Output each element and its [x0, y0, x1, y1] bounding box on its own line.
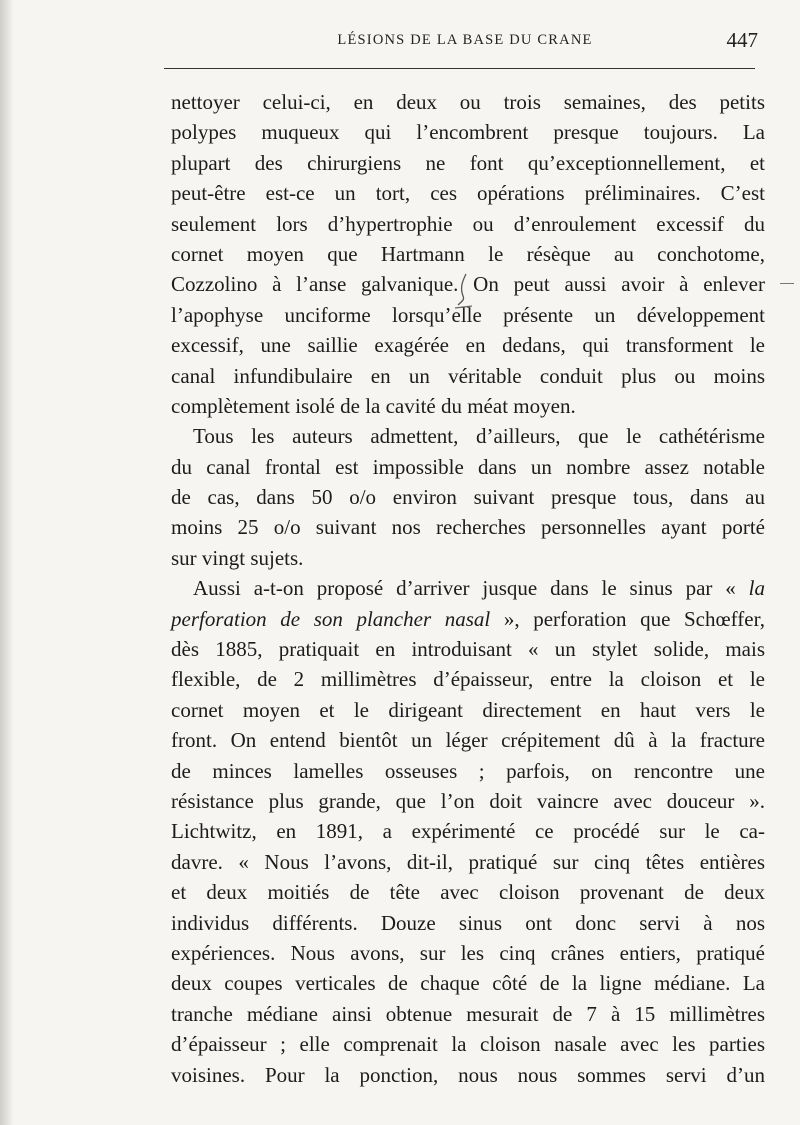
text-line: Tous les auteurs admettent, d’ailleurs, que le cathétérisme — [193, 424, 765, 449]
text-line: complètement isolé de la cavité du méat moyen. — [171, 393, 576, 418]
page-gutter-shadow — [0, 0, 14, 1125]
text-line: peut-être est-ce un tort, ces opérations préliminaires. C’est — [171, 181, 765, 206]
text-line: tranche médiane ainsi obtenue mesurait de 7 à 15 millimètres — [171, 1001, 765, 1026]
text-line: d’épaisseur ; elle comprenait la cloison nasale avec les parties — [171, 1032, 765, 1057]
page-number: 447 — [726, 28, 758, 52]
text-line: individus différents. Douze sinus ont donc servi à nos — [171, 910, 765, 935]
text-line: nettoyer celui-ci, en deux ou trois semaines, des petits — [171, 90, 765, 114]
text-line: dès 1885, pratiquait en introduisant « un stylet solide, mais — [171, 637, 765, 662]
text-line: deux coupes verticales de chaque côté de la ligne médiane. La — [171, 971, 765, 996]
text-line: flexible, de 2 millimètres d’épaisseur, entre la cloison et le — [171, 667, 765, 692]
text-line: expériences. Nous avons, sur les cinq crânes entiers, pratiqué — [171, 940, 765, 965]
text-line: davre. « Nous l’avons, dit-il, pratiqué sur cinq têtes entières — [171, 849, 765, 874]
text-line: front. On entend bientôt un léger crépitement dû à la fracture — [171, 728, 765, 753]
text-line: et deux moitiés de tête avec cloison provenant de deux — [171, 880, 765, 905]
text-line: plupart des chirurgiens ne font qu’exceptionnellement, et — [171, 150, 765, 175]
running-head — [0, 0, 800, 60]
italic-span: la — [748, 576, 765, 601]
italic-span: perforation de son plancher nasal — [171, 606, 491, 631]
text-line: de minces lamelles osseuses ; parfois, on rencontre une — [171, 758, 765, 783]
pencil-annotation-mark — [452, 272, 478, 316]
text-line: cornet moyen que Hartmann le résèque au conchotome, — [171, 241, 765, 266]
text-line: canal infundibulaire en un véritable conduit plus ou moins — [171, 363, 765, 388]
text-line: excessif, une saillie exagérée en dedans, qui transforment le — [171, 333, 765, 358]
text-line: cornet moyen et le dirigeant directement en haut vers le — [171, 697, 765, 722]
running-title: LÉSIONS DE LA BASE DU CRANE — [337, 32, 593, 48]
header-rule — [164, 68, 755, 69]
text-line: résistance plus grande, que l’on doit vaincre avec douceur ». — [171, 788, 765, 813]
margin-mark — [780, 283, 794, 284]
text-span: », perforation que Schœffer, — [490, 606, 765, 631]
body-text — [171, 87, 765, 1090]
text-line: moins 25 o/o suivant nos recherches personnelles ayant porté — [171, 515, 765, 540]
text-line — [171, 573, 765, 603]
text-line: l’apophyse unciforme lorsqu’elle présente un développement — [171, 302, 765, 327]
text-line: seulement lors d’hypertrophie ou d’enroulement excessif du — [171, 211, 765, 236]
text-line — [171, 604, 765, 634]
text-span: Aussi a-t-on proposé d’arriver jusque dans le sinus par « — [193, 576, 749, 601]
text-line: voisines. Pour la ponction, nous nous sommes servi d’un — [171, 1062, 765, 1087]
text-line: Lichtwitz, en 1891, a expérimenté ce procédé sur le ca- — [171, 819, 765, 844]
text-line: de cas, dans 50 o/o environ suivant presque tous, dans au — [171, 485, 765, 510]
text-line: polypes muqueux qui l’encombrent presque toujours. La — [171, 120, 765, 145]
text-line: sur vingt sujets. — [171, 545, 304, 570]
text-line: Cozzolino à l’anse galvanique. On peut aussi avoir à enlever — [171, 272, 765, 297]
text-line: du canal frontal est impossible dans un nombre assez notable — [171, 454, 765, 479]
